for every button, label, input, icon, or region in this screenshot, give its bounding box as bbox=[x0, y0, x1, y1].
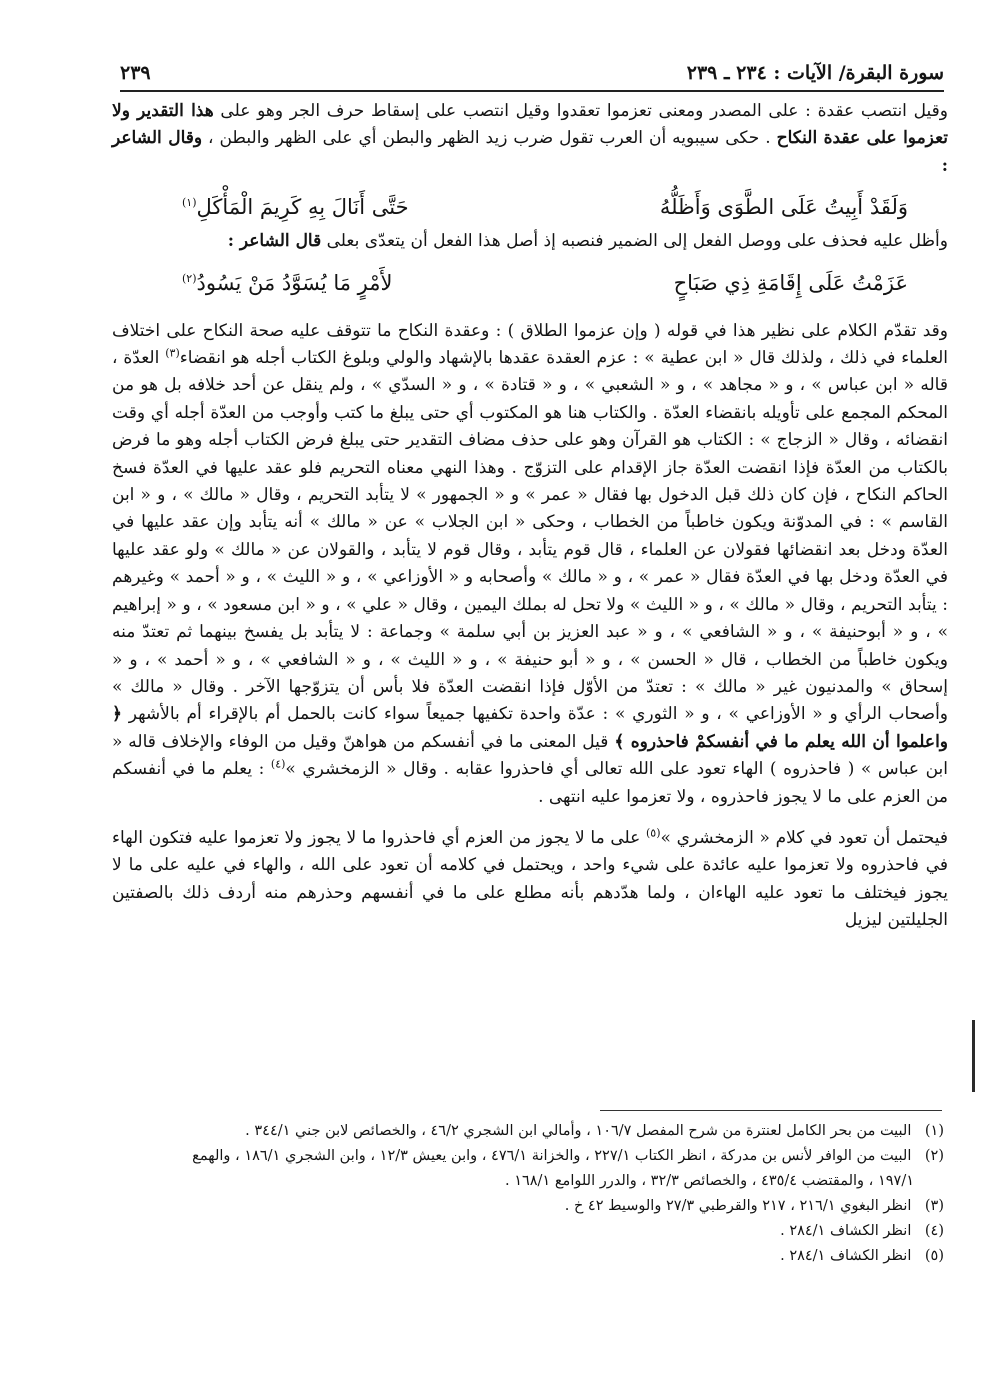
p1-text-a: وقيل انتصب عقدة : على المصدر ومعنى تعزموا تعقدوا وقيل انتصب على إسقاط حرف الجر وهو على bbox=[213, 101, 948, 121]
surah-title: سورة البقرة/ الآيات : ٢٣٤ ـ ٢٣٩ bbox=[686, 62, 944, 84]
page-number: ٢٣٩ bbox=[120, 62, 151, 84]
quran-verse: ﴿ واعلموا أن الله يعلم ما في أنفسكمْ فاحذروه ﴾ bbox=[112, 704, 948, 752]
footnote-2-text: البيت من الوافر لأنس بن مدركة ، انظر الكتاب ٢٢٧/١ ، والخزانة ٤٧٦/١ ، وابن يعيش ١٢/٣ ، وابن الشجري ١٨٦/١ ، والهمع bbox=[192, 1148, 912, 1164]
p3-text-b: العدّة ، قاله « ابن عباس » ، و « مجاهد » ، و « الشعبي » ، و « قتادة » ، و « السدّي » ، ولم ينقل عن أحد خلافه بل هو من المحكم المجمع على تأويله بانقضاء العدّة . والكتاب هنا هو المكتوب أي حتى يبلغ ما كتب وأوجب من العدّة أجله أي وقت انقضائه ، وقال « الزجاج » : الكتاب هو القرآن وهو على حذف مضاف التقدير حتى يبلغ فرض الكتاب أجله وهو ما فرض بالكتاب من العدّة فإذا انقضت العدّة جاز الإقدام على التزوّج . وهذا النهي معناه التحريم فلو عقد عليها في العدّة فسخ الحاكم النكاح ، فإن كان ذلك قبل الدخول بها فقال « عمر » و « الجمهور » لا يتأبد التحريم ، وقال « مالك » ، و « ابن القاسم » : في المدوّنة ويكون خاطباً من الخطاب ، وحكى « ابن الجلاب » عن « مالك » أنه يتأبد وإن عقد عليها في العدّة ودخل بعد انقضائها فقولان عن العلماء ، قال قوم يتأبد ، وقال قوم لا يتأبد ، والقولان عن « مالك » ولو عقد عليها في العدّة ودخل بها في العدّة فقال « عمر » ، و « مالك » وأصحابه و « الأوزاعي » ، و « الليث » ، و « أحمد » وغيرهم : يتأبد التحريم ، وقال « مالك » ، و « الليث » ولا تحل له بملك اليمين ، وقال « علي » ، و « ابن مسعود » ، و « إبراهيم » ، و « أبوحنيفة » ، و « الشافعي » ، و « عبد العزيز بن أبي سلمة » وجماعة : لا يتأبد بل يفسخ بينهما ثم تعتدّ منه ويكون خاطباً من الخطاب ، قال « الحسن » ، و « أبو حنيفة » ، و « الليث » ، و « الشافعي » ، و « أحمد » ، و « إسحاق » والمدنيون غير « مالك » : تعتدّ من الأوّل فإذا انقضت العدّة فلا بأس أن يتزوّجها الآخر . وقال « مالك » وأصحاب الرأي و « الأوزاعي » ، و « الثوري » : عدّة واحدة تكفيها جميعاً سواء كانت بالحمل أم بالإقراء أم بالأشهر bbox=[112, 348, 948, 725]
footnote-ref-2[interactable]: (٢) bbox=[182, 271, 197, 285]
footnote-1-text: البيت من بحر الكامل لعنترة من شرح المفصل ١٠٦/٧ ، وأمالي ابن الشجري ٤٦/٢ ، والخصائص لابن جني ٣٤٤/١ . bbox=[245, 1123, 912, 1139]
footnote-4-number: (٤) bbox=[924, 1223, 944, 1239]
p3-text-a: وقد تقدّم الكلام على نظير هذا في قوله ( وإن عزموا الطلاق ) : وعقدة النكاح ما تتوقف عليه صحة النكاح على اختلاف العلماء في ذلك ، ولذلك قال « ابن عطية » : عزم العقدة عقدها بالإشهاد والولي وبلوغ الكتاب أجله هو انقضاء bbox=[112, 320, 948, 369]
footnote-1-number: (١) bbox=[924, 1123, 944, 1139]
p3-text-c: قيل المعنى ما في أنفسكم من هواهنّ وقيل من الوفاء والإخلاف قاله « ابن عباس » ( فاحذروه ) الهاء تعود على الله تعالى أي فاحذروا عقابه . وقال « الزمخشري » bbox=[112, 731, 949, 780]
footnote-4 bbox=[118, 1219, 944, 1244]
verse-1-second-hemistich: حَتَّى أَنَالَ بِهِ كَرِيمَ الْمَأْكَلِ bbox=[196, 195, 409, 220]
paragraph-3 bbox=[112, 318, 948, 811]
footnote-ref-1[interactable]: (١) bbox=[182, 196, 197, 210]
footnote-3 bbox=[118, 1194, 944, 1219]
paragraph-2 bbox=[112, 228, 948, 255]
footnote-ref-5[interactable]: (٥) bbox=[646, 826, 661, 840]
footnote-5-number: (٥) bbox=[924, 1248, 944, 1264]
page-header bbox=[120, 56, 944, 90]
footnote-5-text: انظر الكشاف ٢٨٤/١ . bbox=[780, 1248, 912, 1264]
main-text bbox=[112, 98, 948, 935]
verse-2 bbox=[112, 256, 948, 304]
p1-text-b: . حكى سيبويه أن العرب تقول ضرب زيد الظهر والبطن أي على الظهر والبطن ، bbox=[202, 128, 777, 149]
verse-2-first-hemistich: عَزَمْتُ عَلَى إِقَامَةِ ذِي صَبَاحٍ bbox=[673, 270, 908, 295]
footnote-5 bbox=[118, 1244, 944, 1269]
paragraph-4 bbox=[112, 825, 948, 935]
p1-poet-intro: وقال الشاعر : bbox=[112, 128, 948, 176]
footnote-3-number: (٣) bbox=[924, 1198, 944, 1214]
p4-text-b: على ما لا يجوز من العزم أي فاحذروا ما لا يجوز ولا تعزموا عليه فتكون الهاء في فاحذروه ولا تعزموا عليه عائدة على شيء واحد ، ويحتمل في كلامه أن تعود على الله ، والهاء في عليه على ما لا يجوز فيختلف ما تعود عليه الهاءان ، ولما هدّدهم بأنه مطلع على ما في أنفسهم وحذرهم منه أردف ذلك بالصفتين الجليلتين ليزيل bbox=[112, 827, 948, 931]
verse-2-second-hemistich-wrap bbox=[182, 266, 392, 300]
footnote-3-text: انظر البغوي ٢١٦/١ ، ٢١٧ والقرطبي ٢٧/٣ والوسيط ٤٢ خ . bbox=[564, 1198, 912, 1214]
p4-text-a: فيحتمل أن تعود في كلام « الزمخشري » bbox=[660, 827, 948, 848]
p1-bold-text: هذا التقدير ولا تعزموا على عقدة النكاح bbox=[112, 101, 948, 149]
verse-2-second-hemistich: لأَمْرٍ مَا يُسَوَّدُ مَنْ يَسُودُ bbox=[196, 270, 393, 295]
verse-1-first-hemistich: وَلَقَدْ أَبِيتُ عَلَى الطَّوَى وَأَظَلُّهُ bbox=[659, 195, 908, 220]
footnote-4-text: انظر الكشاف ٢٨٤/١ . bbox=[780, 1223, 912, 1239]
footnote-2-cont-text: ١٩٧/١ ، والمقتضب ٤٣٥/٤ ، والخصائص ٣٢/٣ ، والدرر اللوامع ١٦٨/١ . bbox=[504, 1173, 914, 1189]
paragraph-1 bbox=[112, 98, 948, 180]
footnote-2-number: (٢) bbox=[924, 1148, 944, 1164]
verse-1 bbox=[112, 180, 948, 228]
margin-mark bbox=[972, 1020, 975, 1092]
footnote-separator bbox=[600, 1110, 942, 1111]
footnote-1 bbox=[118, 1119, 944, 1144]
p2-text-a: وأظل عليه فحذف على ووصل الفعل إلى الضمير فنصبه إذ أصل هذا الفعل أن يتعدّى بعلى bbox=[321, 231, 948, 252]
p3-text-d: : يعلم ما في أنفسكم من العزم على ما لا يجوز فاحذروه ، ولا تعزموا عليه انتهى . bbox=[112, 759, 948, 807]
footnote-ref-3[interactable]: (٣) bbox=[165, 346, 180, 360]
footnotes bbox=[118, 1119, 944, 1269]
verse-1-second-hemistich-wrap bbox=[182, 190, 409, 224]
footnote-2-continuation bbox=[118, 1169, 944, 1194]
header-rule bbox=[120, 90, 944, 92]
footnote-ref-4[interactable]: (٤) bbox=[270, 757, 286, 771]
footnote-2 bbox=[118, 1144, 944, 1169]
p2-poet-intro: قال الشاعر : bbox=[227, 231, 322, 252]
